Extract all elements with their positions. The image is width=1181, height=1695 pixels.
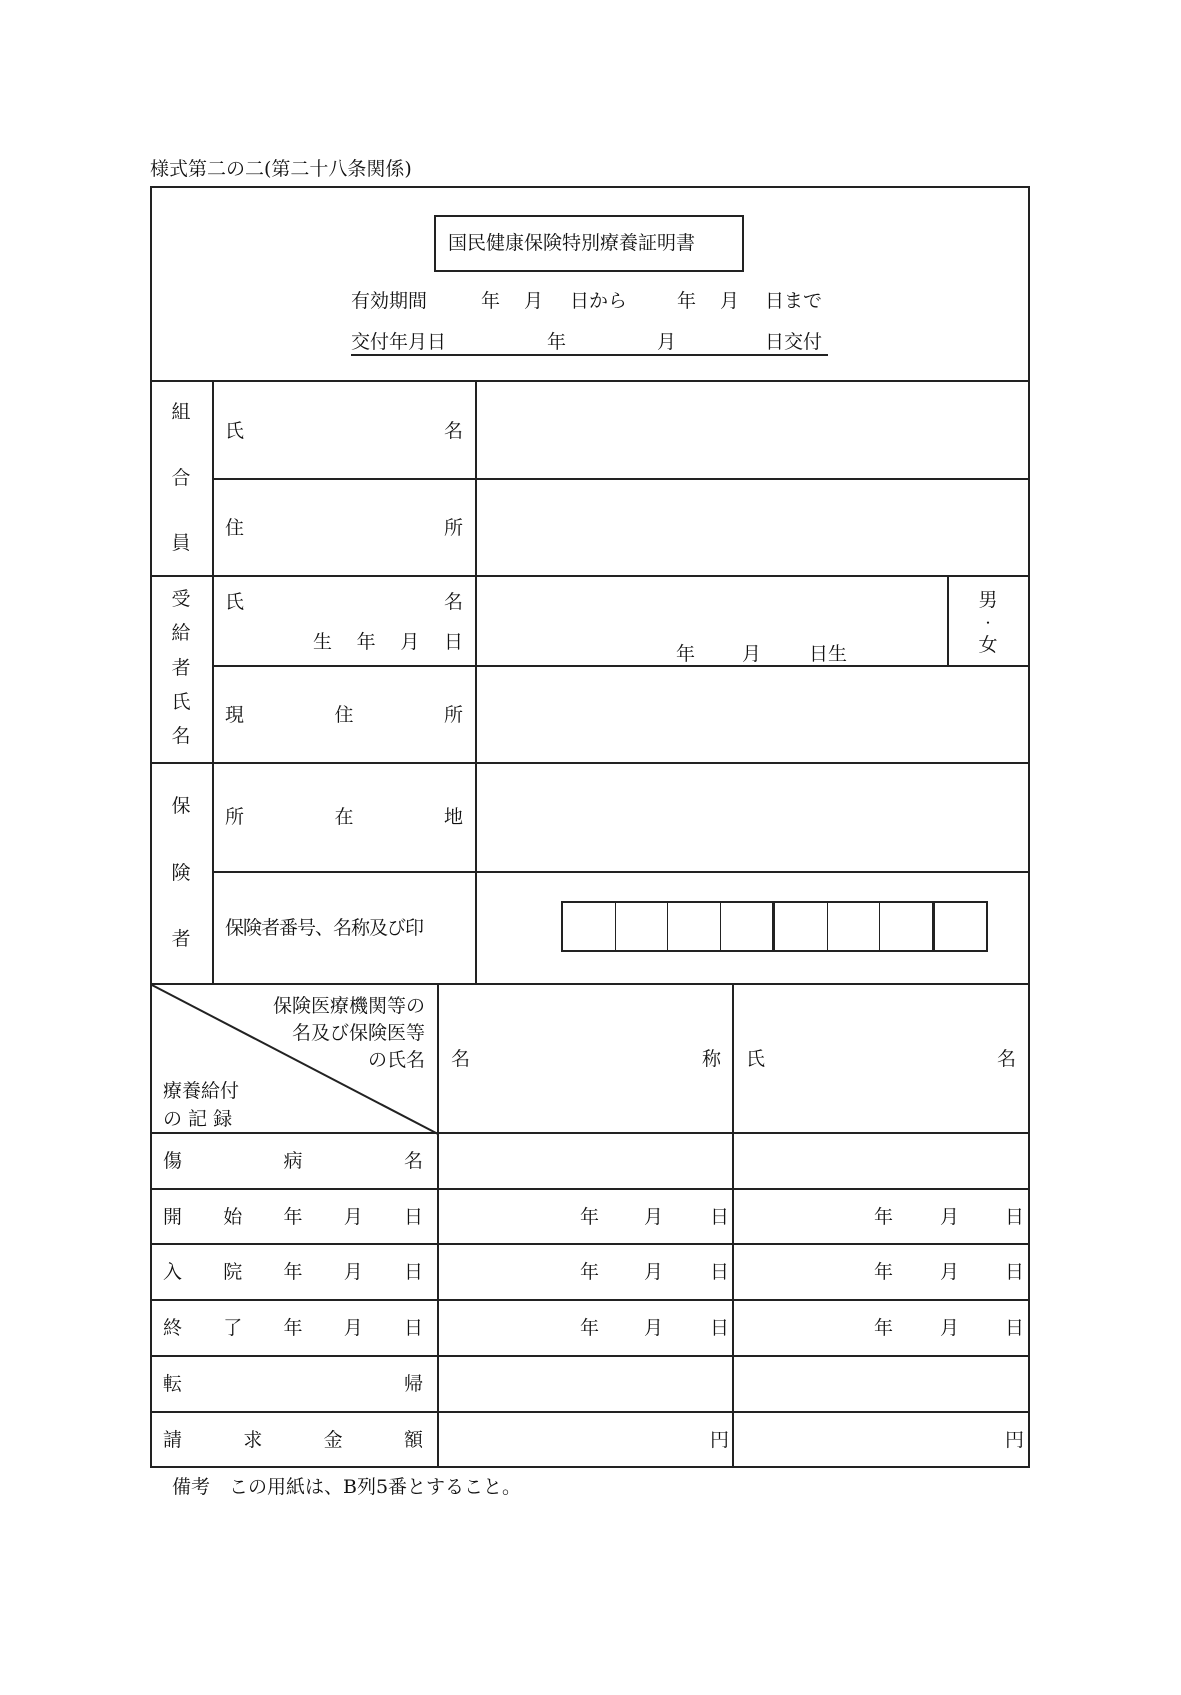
divider bbox=[732, 984, 734, 1468]
date-unit: 年 bbox=[874, 1261, 894, 1283]
gender-female[interactable]: 女 bbox=[978, 634, 998, 656]
birth-day-unit: 日生 bbox=[809, 643, 848, 665]
date-unit: 日 bbox=[710, 1261, 730, 1283]
divider bbox=[150, 380, 1030, 382]
record-row-label: 入 院 年 月 日 bbox=[163, 1261, 423, 1283]
date-unit: 年 bbox=[580, 1317, 600, 1339]
record-cell-input[interactable] bbox=[445, 1197, 569, 1237]
date-unit: 日 bbox=[1005, 1261, 1025, 1283]
divider bbox=[150, 762, 1030, 764]
date-unit: 日 bbox=[710, 1206, 730, 1228]
validity-to-month: 月 bbox=[720, 290, 740, 312]
date-unit: 月 bbox=[940, 1317, 960, 1339]
date-unit: 年 bbox=[580, 1261, 600, 1283]
date-unit: 月 bbox=[644, 1317, 664, 1339]
yen-unit: 円 bbox=[1005, 1429, 1025, 1451]
validity-from-month: 月 bbox=[524, 290, 544, 312]
divider bbox=[150, 575, 1030, 577]
char: 氏 bbox=[171, 690, 191, 713]
recipient-section-label bbox=[171, 590, 191, 746]
record-row-label: 転 帰 bbox=[163, 1373, 423, 1395]
gender-male[interactable]: 男 bbox=[978, 589, 998, 611]
column-header-name: 名 称 bbox=[451, 1048, 721, 1070]
char: 保 bbox=[171, 795, 191, 817]
yen-unit: 円 bbox=[710, 1429, 730, 1451]
validity-to-day: 日まで bbox=[765, 290, 823, 312]
recipient-birth-label: 生 年 月 日 bbox=[313, 631, 463, 653]
issue-underline bbox=[351, 354, 828, 356]
birth-month-unit: 月 bbox=[742, 643, 762, 665]
footnote: 備考 この用紙は、B列5番とすること。 bbox=[172, 1476, 522, 1498]
divider bbox=[150, 1243, 1030, 1245]
record-row-label: 傷 病 名 bbox=[163, 1150, 423, 1172]
member-address-input[interactable] bbox=[485, 497, 1019, 559]
record-cell-input[interactable] bbox=[445, 1420, 569, 1460]
divider bbox=[212, 380, 214, 984]
record-cell-input[interactable] bbox=[740, 1308, 864, 1348]
divider bbox=[150, 1411, 1030, 1413]
record-row-label: 開 始 年 月 日 bbox=[163, 1206, 423, 1228]
gender-selector[interactable] bbox=[978, 591, 998, 655]
member-name-input[interactable] bbox=[485, 400, 1019, 462]
recipient-address-input[interactable] bbox=[485, 684, 1019, 746]
date-unit: 年 bbox=[874, 1206, 894, 1228]
diag-header-top: 名及び保険医等 bbox=[291, 1022, 425, 1044]
record-row-label: 終 了 年 月 日 bbox=[163, 1317, 423, 1339]
insurer-number-digit-box[interactable] bbox=[720, 903, 773, 950]
divider bbox=[212, 871, 1030, 873]
char: 給 bbox=[171, 622, 191, 645]
column-header-person: 氏 名 bbox=[746, 1048, 1016, 1070]
date-unit: 日 bbox=[1005, 1317, 1025, 1339]
char: 合 bbox=[171, 466, 191, 489]
char: 者 bbox=[171, 928, 191, 950]
validity-label: 有効期間 bbox=[351, 290, 428, 312]
divider bbox=[150, 1132, 1030, 1134]
issue-year: 年 bbox=[547, 331, 567, 353]
record-cell-input[interactable] bbox=[740, 1364, 864, 1404]
char: 組 bbox=[171, 401, 191, 423]
record-cell-input[interactable] bbox=[740, 1141, 864, 1181]
divider bbox=[150, 1188, 1030, 1190]
form-title: 国民健康保険特別療養証明書 bbox=[448, 232, 696, 254]
insurer-number-digit-box[interactable] bbox=[615, 903, 668, 950]
record-cell-input[interactable] bbox=[445, 1141, 569, 1181]
date-unit: 日 bbox=[710, 1317, 730, 1339]
validity-from-day: 日から bbox=[570, 290, 628, 312]
divider bbox=[947, 575, 949, 666]
insurer-section-label bbox=[171, 797, 191, 949]
insurer-location-input[interactable] bbox=[485, 785, 1019, 851]
insurer-location-label: 所 在 地 bbox=[225, 806, 463, 828]
record-row-label: 請 求 金 額 bbox=[163, 1429, 423, 1451]
record-cell-input[interactable] bbox=[445, 1308, 569, 1348]
recipient-name-input[interactable] bbox=[485, 585, 939, 623]
insurer-number-digit-box[interactable] bbox=[827, 903, 880, 950]
birth-year-unit: 年 bbox=[676, 643, 696, 665]
divider bbox=[150, 1355, 1030, 1357]
date-unit: 年 bbox=[874, 1317, 894, 1339]
gender-separator: ・ bbox=[981, 616, 994, 630]
diag-header-bottom: の 記 録 bbox=[163, 1108, 233, 1130]
char: 険 bbox=[171, 861, 191, 884]
member-address-label: 住 所 bbox=[225, 517, 463, 539]
diag-header-top: 保険医療機関等の bbox=[272, 995, 425, 1017]
char: 名 bbox=[171, 725, 191, 747]
insurer-number-digit-box[interactable] bbox=[667, 903, 720, 950]
record-cell-input[interactable] bbox=[740, 1197, 864, 1237]
date-unit: 月 bbox=[940, 1206, 960, 1228]
date-unit: 年 bbox=[580, 1206, 600, 1228]
char: 者 bbox=[171, 656, 191, 679]
record-cell-input[interactable] bbox=[445, 1252, 569, 1292]
member-name-label: 氏 名 bbox=[225, 420, 463, 442]
recipient-address-label: 現 住 所 bbox=[225, 704, 463, 726]
date-unit: 日 bbox=[1005, 1206, 1025, 1228]
divider bbox=[475, 380, 477, 984]
issue-label: 交付年月日 bbox=[351, 331, 447, 353]
diag-header-bottom: 療養給付 bbox=[163, 1080, 240, 1102]
issue-month: 月 bbox=[657, 331, 677, 353]
validity-from-year: 年 bbox=[481, 290, 501, 312]
recipient-name-label: 氏 名 bbox=[225, 591, 463, 613]
date-unit: 月 bbox=[644, 1261, 664, 1283]
insurer-number-digit-box[interactable] bbox=[932, 903, 987, 950]
insurer-number-boxes bbox=[561, 901, 988, 952]
record-cell-input[interactable] bbox=[740, 1252, 864, 1292]
diag-header-top: の氏名 bbox=[367, 1049, 425, 1071]
divider bbox=[212, 665, 1030, 667]
divider bbox=[150, 1299, 1030, 1301]
insurer-number-label: 保険者番号、名称及び印 bbox=[225, 917, 424, 939]
record-cell-input[interactable] bbox=[740, 1420, 864, 1460]
member-section-label bbox=[171, 403, 191, 553]
char: 員 bbox=[171, 532, 191, 554]
char: 受 bbox=[171, 588, 191, 610]
divider bbox=[212, 478, 1030, 480]
insurer-number-digit-box[interactable] bbox=[772, 903, 827, 950]
date-unit: 月 bbox=[940, 1261, 960, 1283]
insurer-number-digit-box[interactable] bbox=[879, 903, 932, 950]
record-cell-input[interactable] bbox=[445, 1364, 569, 1404]
validity-to-year: 年 bbox=[677, 290, 697, 312]
insurer-number-digit-box[interactable] bbox=[563, 903, 615, 950]
date-unit: 月 bbox=[644, 1206, 664, 1228]
issue-day: 日交付 bbox=[765, 331, 823, 353]
form-caption: 様式第二の二(第二十八条関係) bbox=[150, 158, 412, 180]
